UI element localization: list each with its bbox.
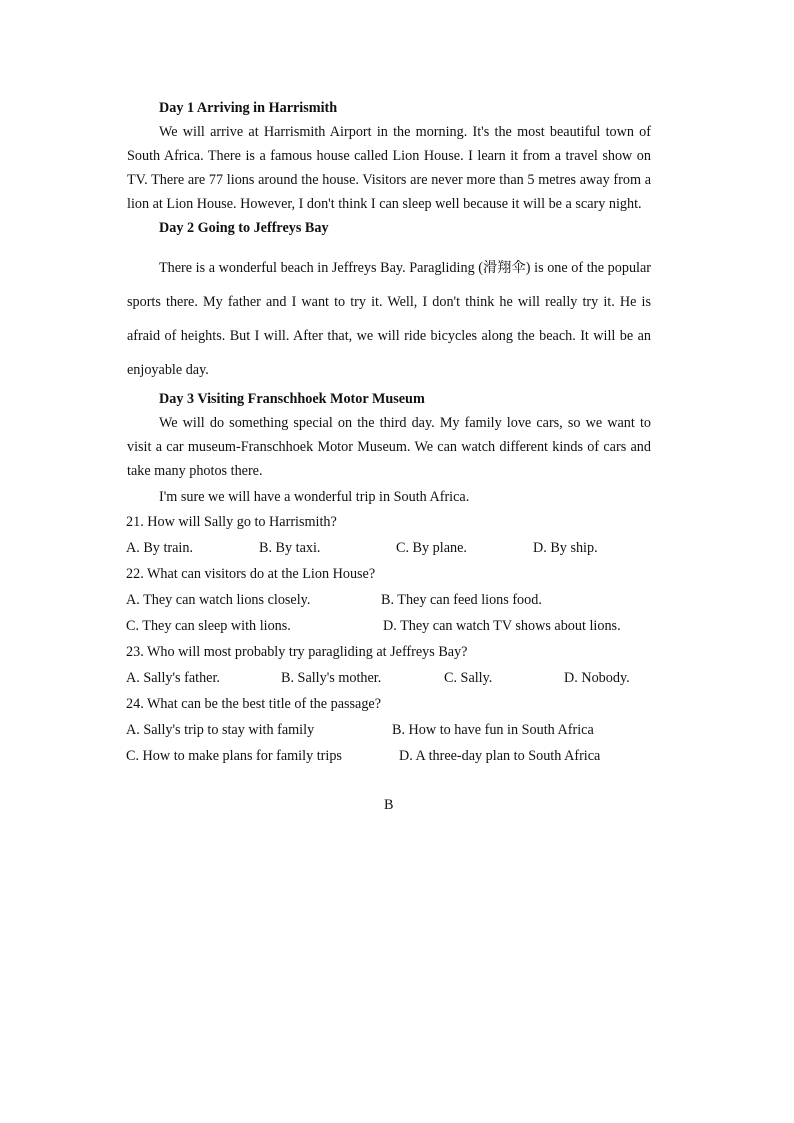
option-b[interactable]: B. Sally's mother. [281, 670, 382, 686]
question-22-stem: 22. What can visitors do at the Lion House? [126, 566, 376, 582]
option-a[interactable]: A. By train. [126, 540, 193, 556]
question-24-options-row2 [126, 743, 651, 769]
option-d[interactable]: D. A three-day plan to South Africa [399, 748, 601, 764]
section-marker: B [384, 797, 394, 813]
question-24-stem: 24. What can be the best title of the passage? [126, 696, 382, 712]
option-a[interactable]: A. Sally's trip to stay with family [126, 722, 315, 738]
question-21-stem: 21. How will Sally go to Harrismith? [126, 514, 337, 530]
option-c[interactable]: C. By plane. [396, 540, 467, 556]
option-d[interactable]: D. By ship. [533, 540, 598, 556]
day1-heading: Day 1 Arriving in Harrismith [159, 100, 338, 116]
question-24-options-row1 [126, 717, 651, 743]
option-d[interactable]: D. Nobody. [564, 670, 630, 686]
closing-sentence: I'm sure we will have a wonderful trip in South Africa. [159, 489, 470, 505]
option-a[interactable]: A. Sally's father. [126, 670, 220, 686]
reading-passage [127, 96, 651, 769]
day3-heading: Day 3 Visiting Franschhoek Motor Museum [159, 391, 425, 407]
option-a[interactable]: A. They can watch lions closely. [126, 592, 311, 608]
option-c[interactable]: C. How to make plans for family trips [126, 748, 342, 764]
day2-heading: Day 2 Going to Jeffreys Bay [159, 220, 329, 236]
question-22-options-row2 [126, 613, 651, 639]
question-22-options-row1 [126, 587, 651, 613]
option-b[interactable]: B. By taxi. [259, 540, 321, 556]
option-c[interactable]: C. Sally. [444, 670, 493, 686]
question-21-options [126, 535, 651, 561]
option-c[interactable]: C. They can sleep with lions. [126, 618, 291, 634]
day2-paragraph: There is a wonderful beach in Jeffreys Bay. Paragliding (滑翔伞) is one of the popular sports there. My father and I want to try it. Well, I don't think he will really try it. He is afraid of heights. But I will. After that, we will ride bicycles along the beach. It will be an enjoyable day. [127, 260, 651, 378]
question-list [126, 509, 651, 769]
day3-paragraph: We will do something special on the third day. My family love cars, so we want to visit a car museum-Franschhoek Motor Museum. We can watch different kinds of cars and take many photos there. [127, 415, 651, 479]
option-b[interactable]: B. How to have fun in South Africa [392, 722, 594, 738]
question-23-stem: 23. Who will most probably try paragliding at Jeffreys Bay? [126, 644, 468, 660]
day1-paragraph: We will arrive at Harrismith Airport in the morning. It's the most beautiful town of South Africa. There is a famous house called Lion House. I learn it from a travel show on TV. There are 77 lions around the house. Visitors are never more than 5 metres away from a lion at Lion House. However, I don't think I can sleep well because it will be a scary night. [127, 124, 651, 212]
option-b[interactable]: B. They can feed lions food. [381, 592, 542, 608]
question-23-options [126, 665, 651, 691]
option-d[interactable]: D. They can watch TV shows about lions. [383, 618, 621, 634]
